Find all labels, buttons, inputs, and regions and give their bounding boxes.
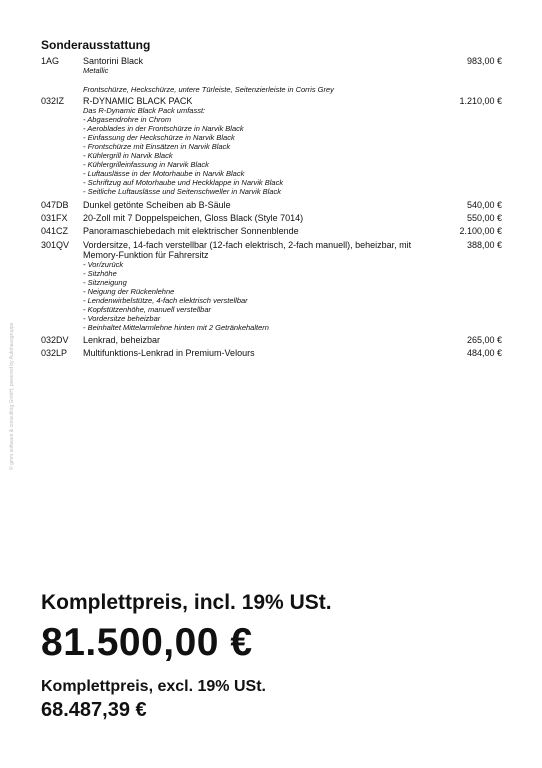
option-detail: - Luftauslässe in der Motorhaube in Narvik Black: [83, 169, 245, 178]
option-description: [83, 96, 433, 196]
option-detail: - Einfassung der Heckschürze in Narvik Black: [83, 133, 235, 142]
option-detail: - Abgasendrohre in Chrom: [83, 115, 172, 124]
option-code: 032DV: [41, 335, 69, 345]
option-code: 047DB: [41, 200, 69, 210]
option-detail: - Lendenwirbelstütze, 4-fach elektrisch verstellbar: [83, 296, 248, 305]
option-code: 041CZ: [41, 226, 69, 236]
option-detail: - Neigung der Rückenlehne: [83, 287, 175, 296]
option-title: Vordersitze, 14-fach verstellbar (12-fach elektrisch, 2-fach manuell), beheizbar, mit Memory-Funktion für Fahrersitz: [83, 240, 412, 260]
option-description: [83, 240, 433, 332]
option-detail: Das R-Dynamic Black Pack umfasst:: [83, 106, 206, 115]
total-net-label: Komplettpreis, excl. 19% USt.: [41, 678, 266, 695]
option-item-032lp: [41, 348, 502, 360]
option-price: 550,00 €: [466, 213, 502, 223]
option-detail: Metallic: [83, 66, 109, 75]
option-item-032dv: [41, 335, 502, 347]
section-title: Sonderausstattung: [41, 38, 151, 52]
option-item-031fx: [41, 213, 502, 225]
option-item-047db: [41, 200, 502, 212]
option-item-041cz: [41, 226, 502, 238]
option-code: 301QV: [41, 240, 70, 250]
option-detail: - Kopfstützenhöhe, manuell verstellbar: [83, 305, 211, 314]
option-code: 031FX: [41, 213, 68, 223]
option-detail: - Sitzneigung: [83, 278, 127, 287]
option-title: R-DYNAMIC BLACK PACK: [83, 96, 193, 106]
option-detail: - Vordersitze beheizbar: [83, 314, 161, 323]
option-note: Frontschürze, Heckschürze, untere Türleiste, Seitenzierleiste in Corris Grey: [83, 85, 334, 94]
option-detail: - Aeroblades in der Frontschürze in Narvik Black: [83, 124, 244, 133]
option-title: Multifunktions-Lenkrad in Premium-Velours: [83, 348, 255, 358]
option-price: 265,00 €: [466, 335, 502, 345]
option-code: 1AG: [41, 56, 60, 66]
option-title: Panoramaschiebedach mit elektrischer Sonnenblende: [83, 226, 299, 236]
option-code: 032IZ: [41, 96, 65, 106]
option-detail: - Vor/zurück: [83, 260, 124, 269]
option-title: 20-Zoll mit 7 Doppelspeichen, Gloss Black (Style 7014): [83, 213, 304, 223]
option-detail: - Sitzhöhe: [83, 269, 117, 278]
copyright-side-text: © gmm software & consulting GmbH, powered by Autohausgruppe: [9, 322, 15, 470]
total-net-value: 68.487,39 €: [41, 699, 147, 721]
option-detail: - Kühlergrill in Narvik Black: [83, 151, 173, 160]
option-price: 388,00 €: [466, 240, 502, 250]
option-detail: - Seitliche Luftauslässe und Seitenschweller in Narvik Black: [83, 187, 282, 196]
option-item-301qv: [41, 240, 502, 335]
option-description: [83, 56, 433, 75]
total-gross-label: Komplettpreis, incl. 19% USt.: [41, 591, 332, 614]
option-detail: - Kühlergrilleinfassung in Narvik Black: [83, 160, 209, 169]
option-title: Lenkrad, beheizbar: [83, 335, 161, 345]
option-price: 983,00 €: [466, 56, 502, 66]
option-price: 2.100,00 €: [459, 226, 502, 236]
option-detail: - Beinhaltet Mittelarmlehne hinten mit 2 Getränkehaltern: [83, 323, 269, 332]
option-price: 540,00 €: [466, 200, 502, 210]
option-title: Dunkel getönte Scheiben ab B-Säule: [83, 200, 231, 210]
option-code: 032LP: [41, 348, 68, 358]
total-gross-value: 81.500,00 €: [41, 621, 253, 664]
option-item-1ag: [41, 56, 502, 76]
option-price: 484,00 €: [466, 348, 502, 358]
option-detail: - Frontschürze mit Einsätzen in Narvik Black: [83, 142, 231, 151]
option-price: 1.210,00 €: [459, 96, 502, 106]
option-title: Santorini Black: [83, 56, 144, 66]
option-detail: - Schriftzug auf Motorhaube und Heckklappe in Narvik Black: [83, 178, 284, 187]
option-item-032iz: [41, 96, 502, 200]
